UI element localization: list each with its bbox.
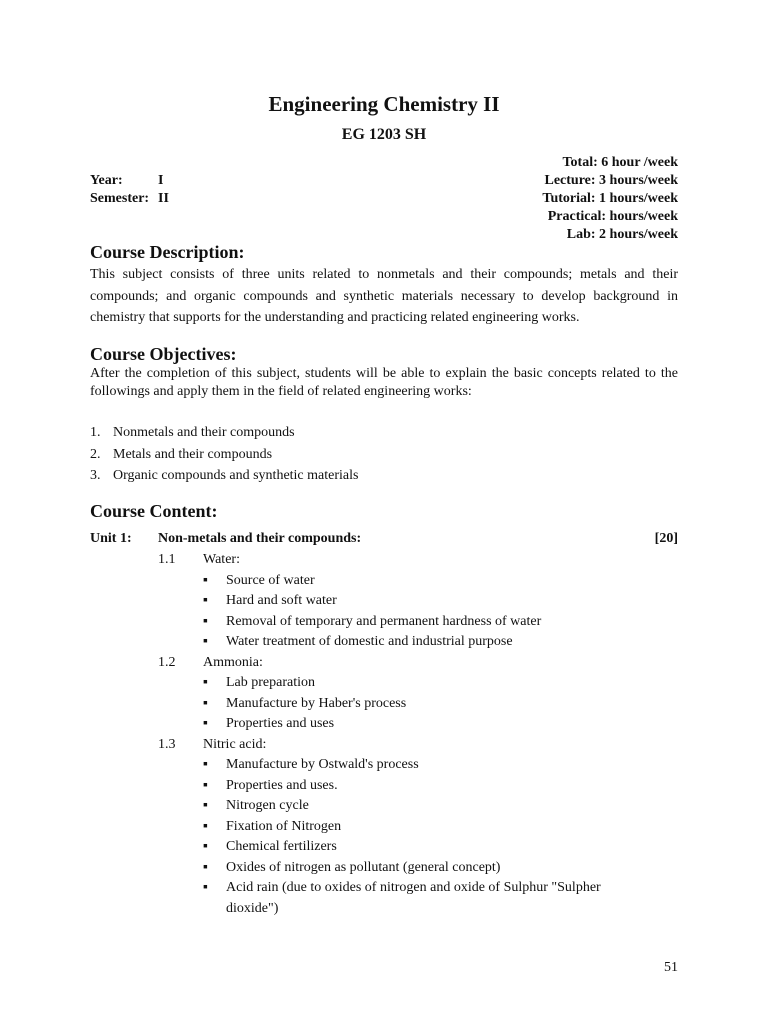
course-content-heading: Course Content: (90, 501, 218, 521)
objectives-list (90, 422, 358, 487)
year-row (90, 172, 169, 190)
document-title: Engineering Chemistry II (268, 92, 500, 116)
year-label: Year: (90, 173, 123, 188)
bullet-item (158, 673, 678, 694)
unit-title: Non-metals and their compounds: (158, 531, 362, 546)
bullet-square-icon: ▪ (203, 613, 208, 629)
course-code: EG 1203 SH (341, 126, 427, 143)
bullet-square-icon: ▪ (203, 593, 208, 608)
bullet-text: Hard and soft water (226, 593, 337, 608)
bullet-item (158, 612, 678, 633)
unit-label: Unit 1: (90, 531, 132, 546)
bullet-square-icon: ▪ (203, 675, 208, 690)
bullet-item (158, 694, 678, 715)
section-heading (158, 550, 678, 571)
bullet-text: Source of water (226, 572, 315, 588)
section-heading (158, 653, 678, 674)
semester-row (90, 190, 169, 208)
bullet-square-icon: ▪ (203, 777, 208, 793)
bullet-square-icon: ▪ (203, 634, 208, 649)
section-title: Nitric acid: (203, 736, 267, 752)
course-description-text: This subject consists of three units related to nonmetals and their compounds; metals and their compounds; and organic compounds and synthetic materials necessary to develop background in chemistry that supports for the understanding and practicing related engineering works. (90, 267, 678, 325)
bullet-square-icon: ▪ (203, 880, 208, 895)
hours-lab: Lab: 2 hours/week (566, 227, 678, 242)
bullet-text: Removal of temporary and permanent hardness of water (226, 613, 542, 629)
bullet-item (158, 591, 678, 612)
section-number: 1.3 (158, 736, 176, 752)
bullet-square-icon: ▪ (203, 716, 208, 731)
bullet-text: Properties and uses (226, 716, 335, 731)
bullet-square-icon: ▪ (203, 695, 208, 711)
objective-item: 2. Metals and their compounds (90, 446, 273, 462)
bullet-item (158, 632, 678, 653)
bullet-square-icon: ▪ (203, 798, 208, 813)
semester-value: II (158, 191, 169, 206)
bullet-text: Fixation of Nitrogen (226, 818, 342, 834)
hours-lecture: Lecture: 3 hours/week (544, 173, 678, 188)
bullet-text: Manufacture by Ostwald's process (226, 757, 419, 772)
bullet-text: Properties and uses. (226, 777, 338, 793)
unit-1-content (158, 550, 678, 919)
bullet-text: Oxides of nitrogen as pollutant (general concept) (226, 859, 501, 875)
section-number: 1.1 (158, 552, 176, 567)
bullet-item (158, 796, 678, 817)
bullet-text: Acid rain (due to oxides of nitrogen and oxide of Sulphur "Sulpher dioxide") (226, 880, 601, 916)
year-semester-block (90, 172, 169, 208)
year-value: I (158, 173, 164, 188)
bullet-item (158, 817, 678, 838)
semester-label: Semester: (90, 191, 150, 206)
bullet-square-icon: ▪ (203, 757, 208, 772)
bullet-text: Chemical fertilizers (226, 839, 337, 854)
page-number: 51 (664, 960, 678, 975)
unit-marks: [20] (654, 531, 678, 546)
bullet-text: Nitrogen cycle (226, 798, 309, 813)
unit-1-header (90, 531, 678, 547)
section-number: 1.2 (158, 654, 176, 670)
hours-total: Total: 6 hour /week (562, 155, 678, 170)
bullet-item (158, 878, 678, 919)
bullet-square-icon: ▪ (203, 818, 208, 834)
hours-tutorial: Tutorial: 1 hours/week (542, 191, 678, 206)
bullet-item (158, 755, 678, 776)
objective-item: 3. Organic compounds and synthetic materials (90, 468, 359, 483)
course-objectives-text: After the completion of this subject, students will be able to explain the basic concepts related to the followings and apply them in the field of related engineering works: (90, 366, 678, 399)
section-title: Water: (203, 552, 240, 567)
bullet-square-icon: ▪ (203, 572, 208, 588)
course-description-heading: Course Description: (90, 242, 245, 262)
bullet-square-icon: ▪ (203, 859, 208, 875)
hours-practical: Practical: hours/week (547, 209, 678, 224)
bullet-item (158, 776, 678, 797)
bullet-text: Water treatment of domestic and industrial purpose (226, 634, 513, 649)
hours-block (542, 154, 678, 244)
bullet-square-icon: ▪ (203, 839, 208, 854)
section-title: Ammonia: (203, 654, 263, 670)
course-objectives-heading: Course Objectives: (90, 344, 237, 364)
bullet-item (158, 858, 678, 879)
bullet-text: Manufacture by Haber's process (226, 695, 407, 711)
objective-item: 1. Nonmetals and their compounds (90, 425, 295, 440)
section-heading (158, 735, 678, 756)
bullet-item (158, 571, 678, 592)
bullet-item (158, 837, 678, 858)
bullet-text: Lab preparation (226, 675, 316, 690)
bullet-item (158, 714, 678, 735)
